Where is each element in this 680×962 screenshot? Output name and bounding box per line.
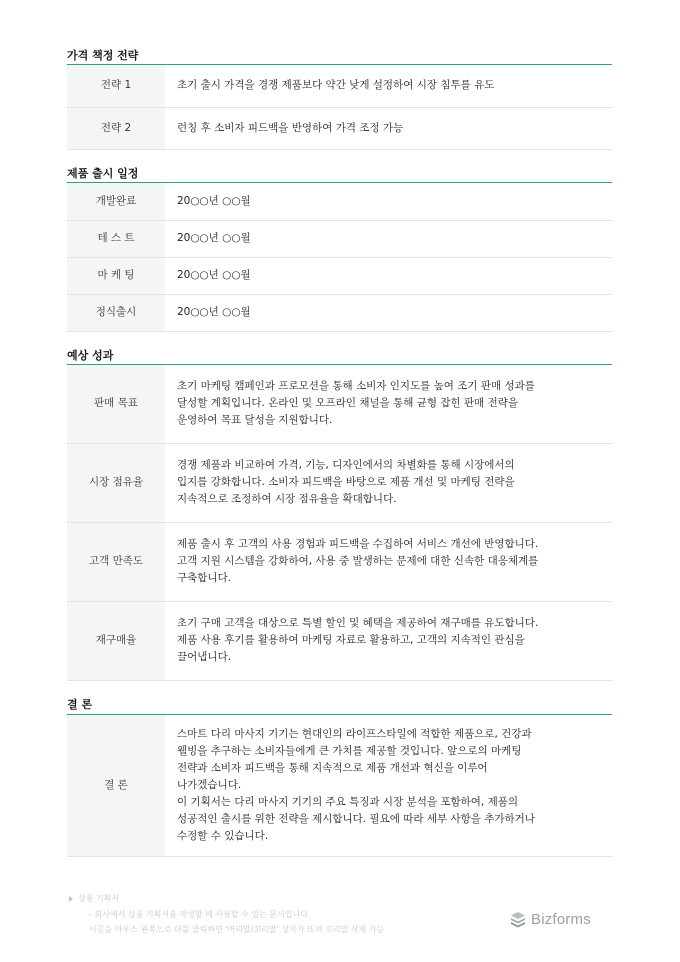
text-line: 끌어냅니다.	[177, 651, 232, 663]
table-row	[67, 365, 612, 443]
text-line: 달성할 계획입니다. 온라인 및 오프라인 채널을 통해 균형 잡힌 판매 전략을	[177, 397, 519, 410]
table-row	[67, 294, 612, 331]
row-label: 전략 1	[67, 65, 165, 107]
text-line: 이 기획서는 다리 마사지 기기의 주요 특징과 시장 분석을 포함하여, 제품의	[177, 795, 519, 808]
text-line: 제품 출시 후 고객의 사용 경험과 피드백을 수집하여 서비스 개선에 반영합니다.	[177, 538, 539, 550]
table-row	[67, 715, 612, 856]
text-line: 스마트 다리 마사지 기기는 현대인의 라이프스타일에 적합한 제품으로, 건강과	[177, 727, 532, 740]
section-title-pricing: 가격 책정 전략	[67, 49, 139, 62]
row-label: 전략 2	[67, 107, 165, 149]
table-row	[67, 183, 612, 220]
row-label: 고객 만족도	[67, 522, 165, 601]
row-label: 테 스 트	[67, 220, 165, 257]
row-value: 20○○년 ○○월	[165, 220, 612, 257]
row-value: 20○○년 ○○월	[165, 294, 612, 331]
text-line: 운영하여 목표 달성을 지원합니다.	[177, 414, 333, 427]
row-value	[165, 715, 612, 856]
row-label: 개발완료	[67, 183, 165, 220]
table-row	[67, 443, 612, 522]
table-row	[67, 220, 612, 257]
table-row	[67, 522, 612, 601]
row-label: 마 케 팅	[67, 257, 165, 294]
section-title-schedule: 제품 출시 일정	[67, 167, 139, 180]
text-line: 지속적으로 조정하여 시장 점유율을 확대합니다.	[177, 493, 397, 505]
row-value	[165, 365, 612, 443]
footer-description: - 회사에서 상품 기획서를 작성할 때 사용할 수 있는 문서입니다.	[89, 910, 311, 919]
text-line: 전략과 소비자 피드백을 통해 지속적으로 제품 개선과 혁신을 이루어	[177, 761, 488, 774]
row-value: 런칭 후 소비자 피드백을 반영하여 가격 조정 가능	[165, 107, 612, 149]
text-line: 초기 구매 고객을 대상으로 특별 할인 및 혜택을 제공하여 재구매를 유도합니다.	[177, 617, 539, 629]
row-label: 시장 점유율	[67, 443, 165, 522]
row-label: 정식출시	[67, 294, 165, 331]
section-title-outcomes: 예상 성과	[67, 349, 114, 362]
text-line: 수정할 수 있습니다.	[177, 829, 269, 842]
text-line: 초기 마케팅 캠페인과 프로모션을 통해 소비자 인지도를 높여 조기 판매 성과를	[177, 380, 535, 393]
table-row	[67, 65, 612, 107]
text-line: 웰빙을 추구하는 소비자들에게 큰 가치를 제공할 것입니다. 앞으로의 마케팅	[177, 744, 522, 757]
footer-title	[69, 893, 119, 904]
section-title-conclusion: 결 론	[67, 698, 93, 711]
row-value	[165, 601, 612, 680]
row-value: 초기 출시 가격을 경쟁 제품보다 약간 낮게 설정하여 시장 침투를 유도	[165, 65, 612, 107]
outcomes-table	[67, 365, 612, 681]
bizforms-logo-icon	[509, 910, 527, 928]
row-value: 20○○년 ○○월	[165, 183, 612, 220]
text-line: 입지를 강화합니다. 소비자 피드백을 바탕으로 제품 개선 및 마케팅 전략을	[177, 476, 515, 488]
text-line: 경쟁 제품과 비교하여 가격, 기능, 디자인에서의 차별화를 통해 시장에서의	[177, 459, 515, 471]
row-label: 판매 목표	[67, 365, 165, 443]
brand-logo	[509, 908, 591, 930]
row-value: 20○○년 ○○월	[165, 257, 612, 294]
row-value	[165, 522, 612, 601]
pricing-table	[67, 65, 612, 150]
brand-name: Bizforms	[531, 910, 591, 928]
text-line: 제품 사용 후기를 활용하여 마케팅 자료로 활용하고, 고객의 지속적인 관심을	[177, 634, 525, 646]
footer-instruction: 이곳을 마우스 왼쪽으로 더블 클릭하면 '머리말/꼬리말' 상자가 뜨며 꼬리말 삭제 가능	[89, 925, 385, 934]
text-line: 고객 지원 시스템을 강화하여, 사용 중 발생하는 문제에 대한 신속한 대응체계를	[177, 555, 539, 567]
conclusion-table	[67, 715, 612, 857]
row-label: 재구매율	[67, 601, 165, 680]
row-value	[165, 443, 612, 522]
row-label: 결 론	[67, 715, 165, 856]
table-row	[67, 601, 612, 680]
text-line: 나가겠습니다.	[177, 778, 242, 791]
table-row	[67, 107, 612, 149]
text-line: 성공적인 출시를 위한 전략을 제시합니다. 필요에 따라 세부 사항을 추가하거나	[177, 812, 535, 825]
footer-title-text: 상품 기획서	[78, 894, 120, 903]
schedule-table	[67, 183, 612, 332]
triangle-bullet-icon	[69, 896, 73, 902]
text-line: 구축합니다.	[177, 572, 232, 584]
table-row	[67, 257, 612, 294]
